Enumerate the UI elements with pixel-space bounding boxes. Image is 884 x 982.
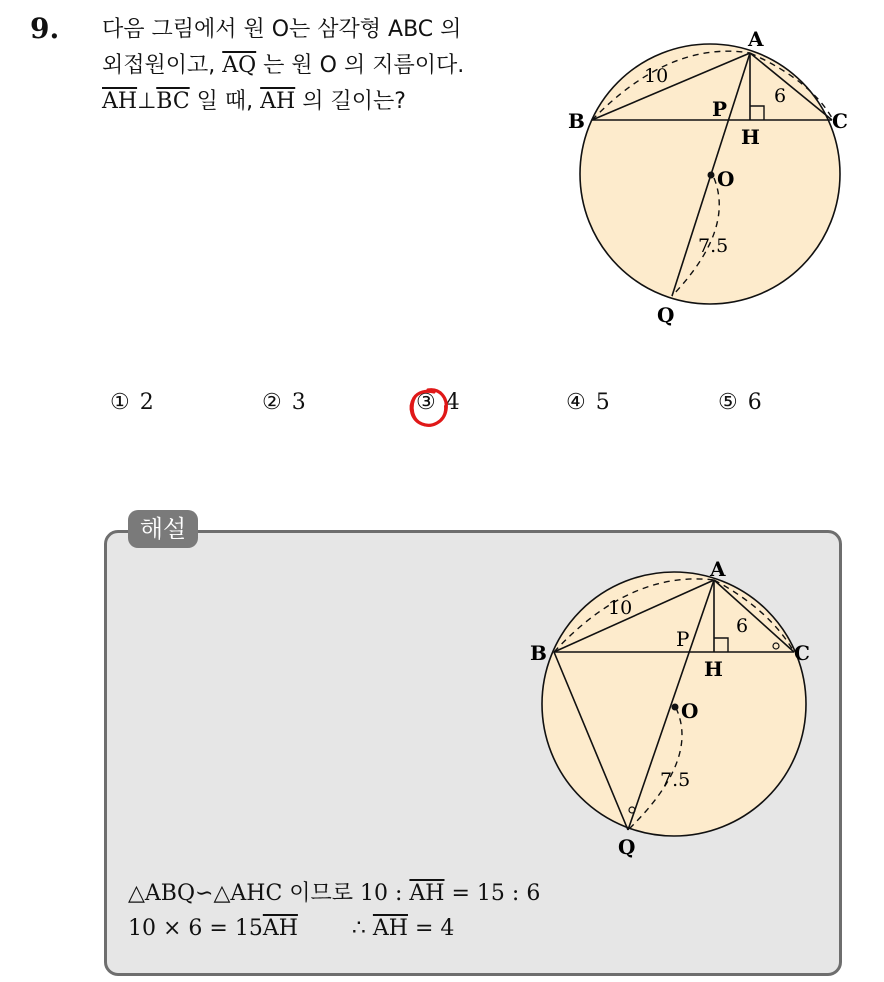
question-number: 9.	[30, 12, 60, 45]
label-b: B	[568, 109, 585, 133]
choice-2[interactable]	[262, 390, 306, 415]
solution-figure	[520, 550, 820, 860]
segment-ah: $\overline{AH}$	[372, 916, 408, 941]
choice-number: ⑤	[718, 390, 738, 415]
label-c: C	[794, 641, 810, 665]
question-figure	[560, 20, 860, 340]
question-line-1: 다음 그림에서 원 O는 삼각형 ABC 의	[102, 17, 462, 42]
question-text-part: 일 때,	[189, 89, 261, 114]
solution-text-part: = 15 : 6	[444, 881, 541, 906]
label-h: H	[741, 125, 760, 149]
question-text-part: 외접원이고,	[102, 53, 223, 78]
solution-text-part: △ABQ	[128, 881, 196, 906]
question-text	[102, 12, 542, 120]
choice-value: 2	[139, 390, 154, 415]
question-line-3	[102, 84, 542, 120]
choice-5[interactable]	[718, 390, 762, 415]
solution-text-part: 10 × 6 = 15	[128, 916, 263, 941]
solution-badge: 해설	[128, 510, 198, 548]
label-o: O	[717, 167, 735, 191]
length-oq: 7.5	[698, 235, 729, 257]
question-line-2	[102, 48, 542, 84]
length-ab: 10	[644, 65, 669, 87]
segment-ah: $\overline{AH}$	[409, 881, 445, 906]
choice-value: 5	[595, 390, 610, 415]
choice-value: 6	[747, 390, 762, 415]
choice-number: ④	[566, 390, 586, 415]
segment-aq: $\overline{AQ}$	[222, 53, 257, 78]
label-a: A	[748, 27, 764, 51]
label-o: O	[681, 699, 699, 723]
length-ab: 10	[608, 597, 633, 619]
choice-4[interactable]	[566, 390, 610, 415]
label-p: P	[712, 97, 728, 121]
segment-bc: $\overline{BC}$	[156, 89, 190, 114]
center-dot	[672, 704, 679, 711]
choice-1[interactable]	[110, 390, 154, 415]
choice-number: ②	[262, 390, 282, 415]
length-oq: 7.5	[660, 769, 691, 791]
solution-line-1	[128, 876, 540, 907]
label-q: Q	[618, 835, 636, 859]
question-text-part: 는 원 O 의 지름이다.	[256, 53, 465, 78]
label-a: A	[710, 557, 726, 581]
label-b: B	[530, 641, 547, 665]
answer-circle-mark	[404, 384, 452, 432]
segment-ah: $\overline{AH}$	[262, 916, 298, 941]
solution-line-2	[128, 916, 454, 941]
choice-number: ①	[110, 390, 130, 415]
label-c: C	[832, 109, 848, 133]
similar-symbol: ∽	[195, 881, 214, 906]
solution-text-part: = 4	[407, 916, 455, 941]
label-q: Q	[657, 303, 675, 327]
center-dot	[708, 172, 715, 179]
label-h: H	[704, 657, 723, 681]
segment-ah: $\overline{AH}$	[102, 89, 138, 114]
question-text-part: 의 길이는?	[295, 89, 406, 114]
choice-value: 3	[291, 390, 306, 415]
solution-text-part: △AHC 이므로 10 :	[213, 881, 410, 906]
choice-number: ③	[416, 390, 436, 415]
perpendicular-symbol: ⊥	[137, 89, 157, 114]
answer-choices	[110, 390, 830, 430]
choice-value: 4	[445, 390, 460, 415]
length-ac: 6	[736, 615, 749, 637]
label-p: P	[676, 627, 690, 651]
therefore-symbol: ∴	[351, 916, 373, 941]
segment-ah: $\overline{AH}$	[260, 89, 296, 114]
length-ac: 6	[774, 85, 787, 107]
